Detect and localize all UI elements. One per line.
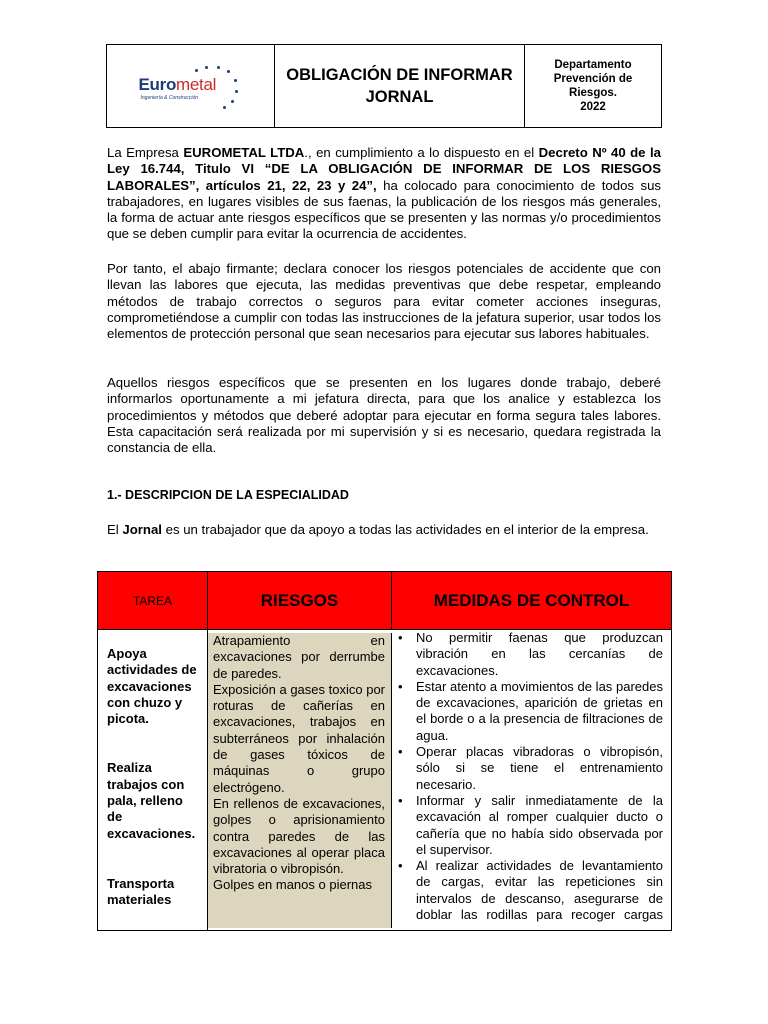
header-medidas: MEDIDAS DE CONTROL <box>433 590 630 610</box>
measure-item: • No permitir faenas que produzcan vibración en las cercanías de excavaciones. <box>392 630 663 679</box>
measure-item: • Informar y salir inmediatamente de la excavación al romper cualquier ducto o cañería que no había sido observada por el supervisor. <box>392 793 663 858</box>
table-header <box>98 572 671 630</box>
measure-item: • Estar atento a movimientos de las paredes de excavaciones, aparición de grietas en el borde o a la presencia de filtraciones de agua. <box>392 679 663 744</box>
task-item: Apoya actividades de excavaciones con chuzo y picota. <box>107 646 197 727</box>
document-title: OBLIGACIÓN DE INFORMAR JORNAL <box>275 45 525 127</box>
table-body <box>98 630 671 930</box>
eurometal-logo <box>131 63 251 109</box>
header-riesgos: RIESGOS <box>208 572 392 629</box>
document-header <box>106 44 662 128</box>
logo-tagline: Ingeniería & Construcción <box>140 95 199 101</box>
risks-column <box>208 633 392 928</box>
section-title: 1.- DESCRIPCION DE LA ESPECIALIDAD <box>107 488 349 502</box>
measures-list <box>392 630 663 923</box>
specialty-description: El Jornal es un trabajador que da apoyo a todas las actividades en el interior de la empresa. <box>107 522 649 537</box>
measure-item: • Al realizar actividades de levantamiento de cargas, evitar las repeticiones sin intervalos de descanso, asegurarse de doblar las rodillas para recoger cargas <box>392 858 663 923</box>
logo-wordmark: Eurometal <box>138 75 217 94</box>
intro-paragraph: La Empresa EUROMETAL LTDA., en cumplimiento a lo dispuesto en el Decreto Nº 40 de la Ley 16.744, Titulo VI “DE LA OBLIGACIÓN DE INFORMAR DE LOS RIESGOS LABORALES”, artículos 21, 22, 23 y 24”, ha colocado para conocimiento de todos sus trabajadores, en lugares visibles de sus faenas, la publicación de los riesgos más generales, la forma de actuar ante riesgos específicos que se presenten y las normas y/o procedimientos que se deben cumplir para evitar la ocurrencia de accidentes. <box>107 145 662 242</box>
task-item: Realiza trabajos con pala, relleno de excavaciones. <box>107 760 196 841</box>
header-tarea: TAREA <box>98 572 208 629</box>
tasks-column <box>98 630 208 930</box>
task-item: Transporta materiales <box>107 875 175 908</box>
risk-item: Exposición a gases toxico por roturas de cañerías en excavaciones, trabajos en subterráneos por inhalación de gases tóxicos de máquinas o grupo electrógeno. <box>213 681 385 795</box>
risk-item: En rellenos de excavaciones, golpes o aprisionamiento contra paredes de las excavaciones al operar placa vibratoria o vibropisón. <box>213 795 385 877</box>
specific-risks-paragraph: Aquellos riesgos específicos que se presenten en los lugares donde trabajo, deberé informarlos oportunamente a mi jefatura directa, para que los analice y establezca los procedimientos y métodos que deberé adoptar para ejecutar en forma segura tales labores. Esta capacitación será realizada por mi supervisión y si es necesario, quedara registrada la constancia de ella. <box>107 375 661 456</box>
risk-table <box>97 571 672 931</box>
risk-item: Atrapamiento en excavaciones por derrumbe de paredes. <box>213 633 385 681</box>
measure-item: • Operar placas vibradoras o vibropisón, sólo si se tiene el entrenamiento necesario. <box>392 744 663 793</box>
measures-column <box>392 630 671 930</box>
risk-item: Golpes en manos o piernas <box>213 877 372 893</box>
declaration-paragraph: Por tanto, el abajo firmante; declara conocer los riesgos potenciales de accidente que con llevan las labores que ejecuta, las medidas preventivas que debe respetar, empleando métodos de trabajo correctos o seguros para evitar cometer acciones inseguras, comprometiéndose a cumplir con todas las instrucciones de la jefatura superior, usar todos los elementos de protección personal que sean necesarios para ejecutar sus labores habituales. <box>107 261 661 342</box>
department-label: Departamento Prevención de Riesgos. 2022 <box>553 59 633 113</box>
logo-cell <box>107 45 275 127</box>
